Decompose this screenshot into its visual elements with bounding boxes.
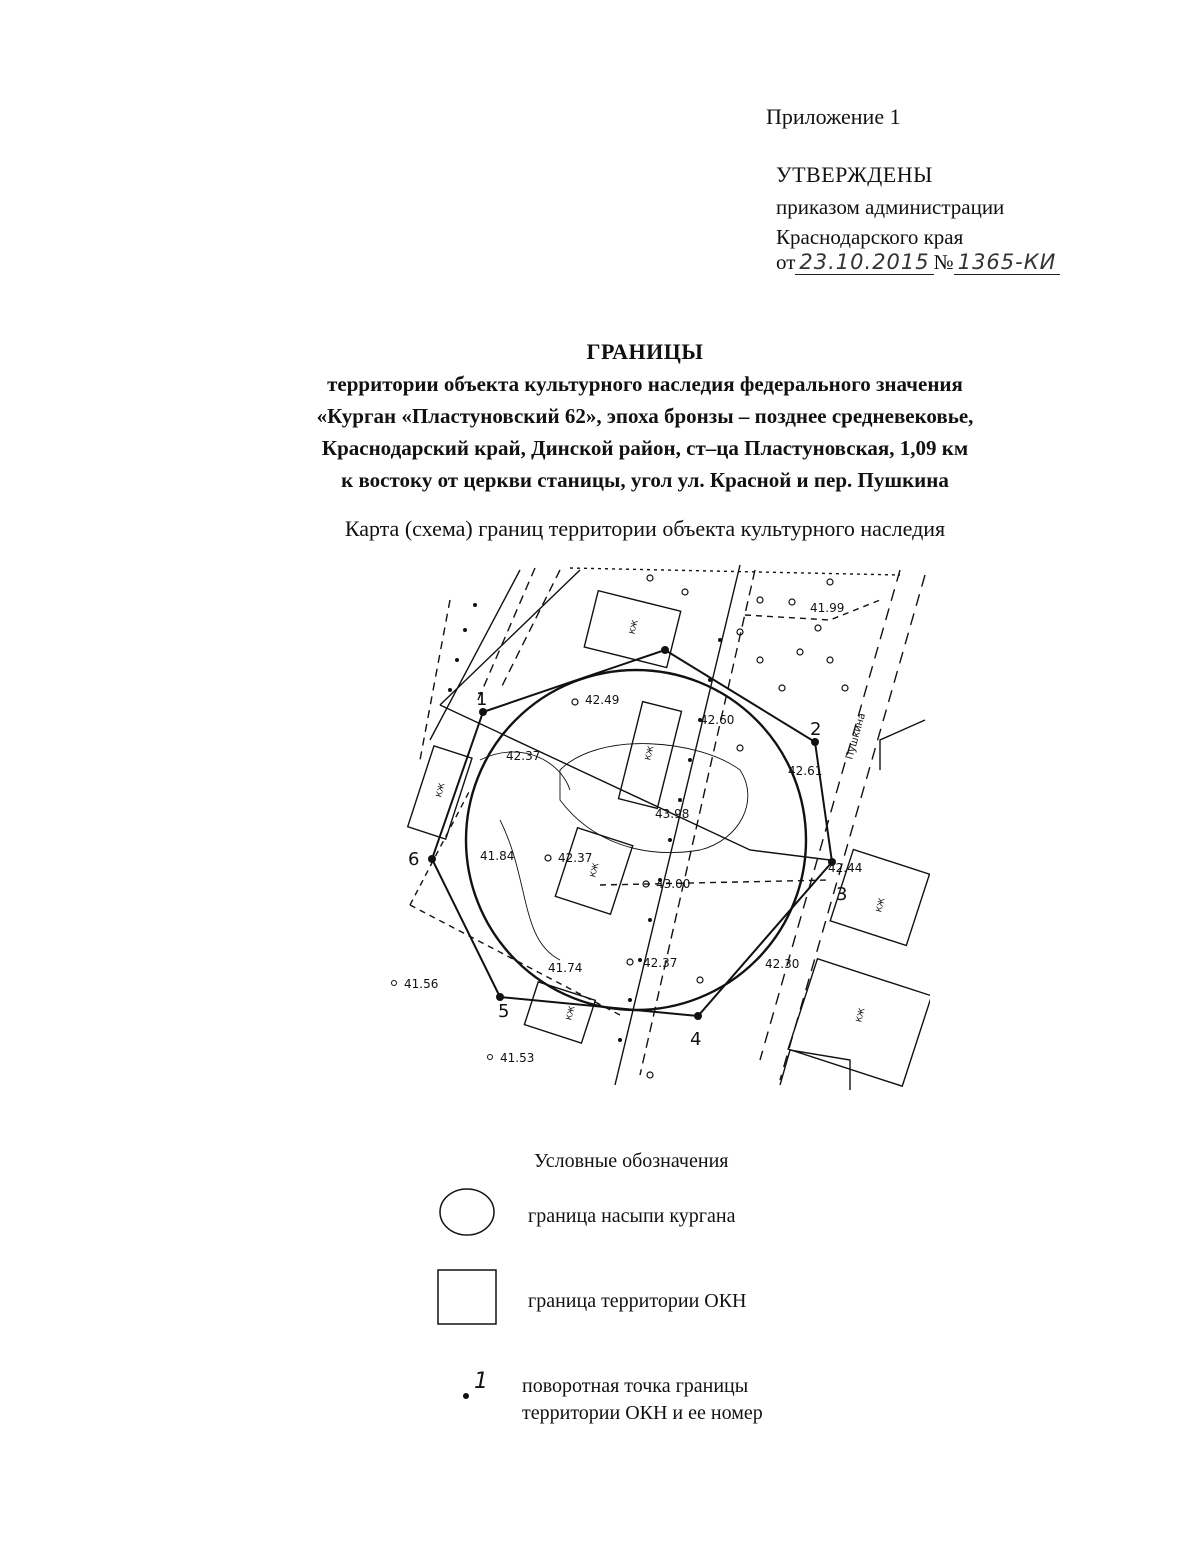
building-label: КЖ xyxy=(854,1007,867,1024)
turning-point-label: 6 xyxy=(408,849,420,870)
elevation-label: 42.37 xyxy=(506,749,541,763)
elevation-label: 41.84 xyxy=(480,849,515,863)
elevation-point xyxy=(488,1055,493,1060)
parcel-line xyxy=(570,568,900,575)
turning-point-legend-symbol xyxy=(456,1366,496,1406)
parcel-line xyxy=(410,790,470,905)
parcel-line xyxy=(600,880,830,885)
date-prefix: от xyxy=(776,250,796,274)
heading-line1: территории объекта культурного наследия федерального значения xyxy=(327,372,963,396)
heading-line4: к востоку от церкви станицы, угол ул. Красной и пер. Пушкина xyxy=(341,468,949,492)
road-edge xyxy=(760,570,900,1060)
road-edge xyxy=(430,570,520,740)
road-edge xyxy=(615,565,740,1085)
building xyxy=(780,1050,850,1090)
elevation-label: 42.49 xyxy=(585,693,620,707)
heading-line2: «Курган «Пластуновский 62», эпоха бронзы – позднее средневековье, xyxy=(316,404,974,428)
building-label: КЖ xyxy=(874,897,887,914)
elevation-label: 43.98 xyxy=(655,807,690,821)
road-edge xyxy=(420,600,450,760)
building-label: КЖ xyxy=(564,1005,577,1022)
elevation-label: 42.44 xyxy=(828,861,863,875)
map-subtitle: Карта (схема) границ территории объекта культурного наследия xyxy=(344,516,946,541)
elevation-label: 41.99 xyxy=(810,601,845,615)
approved-by xyxy=(776,192,1004,252)
turning-point-label: 2 xyxy=(810,719,822,740)
elevation-label: 42.37 xyxy=(558,851,593,865)
turning-point-label: 1 xyxy=(476,689,488,710)
turning-point-label: 4 xyxy=(690,1029,702,1050)
elevation-point xyxy=(392,981,397,986)
number-prefix: № xyxy=(933,250,954,274)
building-label: КЖ xyxy=(434,782,447,799)
appendix-label: Приложение 1 xyxy=(766,104,901,129)
approved-by-line1: приказом администрации xyxy=(776,195,1005,219)
legend-point-number: 1 xyxy=(474,1369,488,1394)
elevation-label: 41.74 xyxy=(548,961,583,975)
street-label: Пушкина xyxy=(844,711,869,761)
building-label: КЖ xyxy=(627,619,640,636)
elevation-label: 42.60 xyxy=(700,713,735,727)
date-line xyxy=(776,250,1060,275)
legend-point-label xyxy=(522,1373,763,1427)
order-number: 1365-КИ xyxy=(954,250,1061,275)
road-edge xyxy=(780,575,925,1080)
turning-point-label: 3 xyxy=(836,884,848,905)
order-date: 23.10.2015 xyxy=(795,250,933,275)
elevation-label: 42.61 xyxy=(788,764,823,778)
elevation-label: 43.00 xyxy=(656,877,691,891)
boundary-map xyxy=(370,562,930,1102)
legend-point-line1: поворотная точка границы xyxy=(522,1375,749,1397)
heading-main: ГРАНИЦЫ xyxy=(586,339,704,364)
territory-legend-symbol xyxy=(436,1268,500,1328)
legend-point-line2: территории ОКН и ее номер xyxy=(522,1402,763,1424)
elevation-label: 42.37 xyxy=(643,956,678,970)
approved-by-line2: Краснодарского края xyxy=(776,225,964,249)
elevation-label: 41.53 xyxy=(500,1051,535,1065)
building xyxy=(880,720,925,770)
legend-territory-label: граница территории ОКН xyxy=(528,1290,747,1312)
elevation-label: 42.30 xyxy=(765,957,800,971)
mound-boundary xyxy=(466,670,806,1010)
road-edge xyxy=(500,570,560,690)
approved-label: УТВЕРЖДЕНЫ xyxy=(776,162,933,187)
parcel-line xyxy=(440,705,830,860)
heading-line3: Краснодарский край, Динской район, ст–ца Пластуновская, 1,09 км xyxy=(321,436,969,460)
document-heading xyxy=(0,336,1200,496)
elevation-label: 41.56 xyxy=(404,977,439,991)
mound-legend-symbol xyxy=(436,1184,500,1240)
legend-title: Условные обозначения xyxy=(534,1150,729,1172)
building-label: КЖ xyxy=(643,745,656,762)
turning-point-label: 5 xyxy=(498,1001,510,1022)
building-label: КЖ xyxy=(588,862,601,879)
legend-mound-label: граница насыпи кургана xyxy=(528,1205,736,1227)
